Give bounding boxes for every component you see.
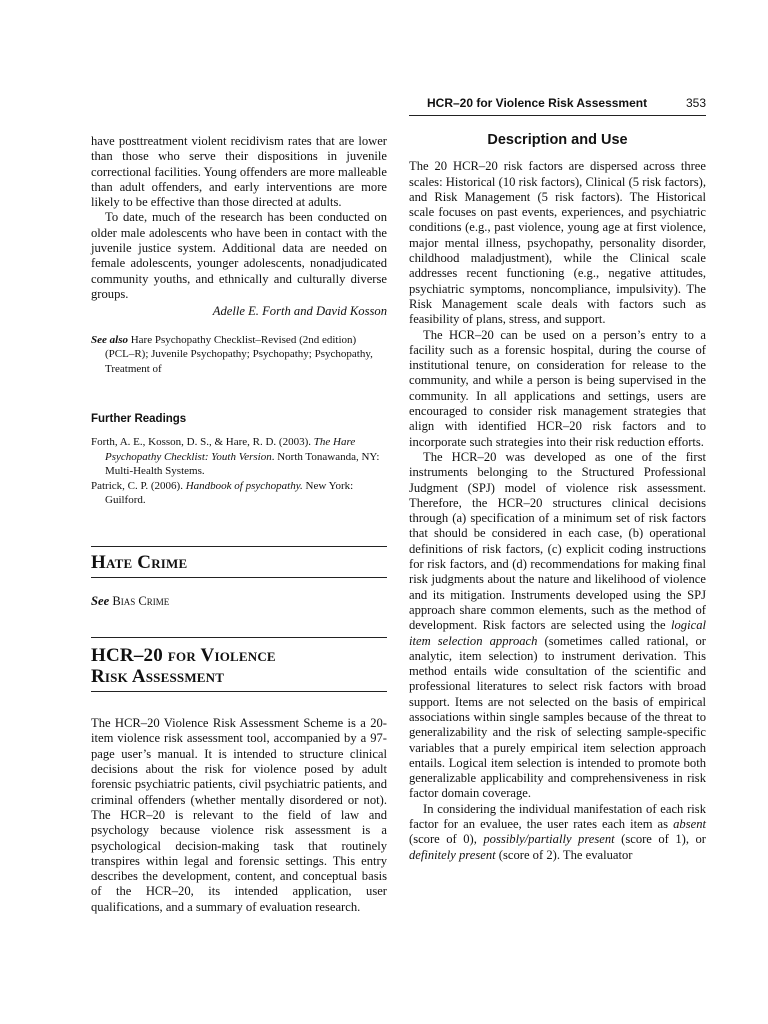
page-number: 353	[685, 96, 706, 110]
body-paragraph: The HCR–20 Violence Risk Assessment Scheme is a 20-item violence risk assessment tool, accompanied by a 97-page user’s manual. It is intended to structure clinical decisions about the risk for violence posed by adult forensic psychiatric patients, civil psychiatric patients, and criminal offenders (whether mentally disordered or not). The HCR–20 is relevant to the field of law and psychology because violence risk assessment is a psychological decision-making task that routinely transpires within legal and forensic settings. This entry describes the development, content, and conceptual basis of the HCR–20, its intended application, user qualifications, and a summary of evaluation research.	[91, 716, 387, 914]
body-paragraph	[409, 802, 706, 863]
reference-authors: Patrick, C. P. (2006).	[91, 479, 186, 492]
further-readings-heading: Further Readings	[91, 413, 187, 426]
right-column	[409, 133, 706, 863]
text-run: (sometimes called rational, or analytic, item selection) to instrument derivation. This method entails wide consultation of the scientific and professional literatures to select risk factors with broad support. Items are not selected on the basis of empirical associations within single samples because of the threat to generalizability and the risk of selecting sample-specific variables that a purely empirical item selection approach entails. Logical item selection is intended to promote both generalizable applicability and comprehensiveness in risk factor domain coverage.	[409, 633, 706, 801]
body-paragraph: The 20 HCR–20 risk factors are dispersed across three scales: Historical (10 risk factors), Clinical (5 risk factors), and Risk Management (5 risk factors). The Historical scale focuses on past events, experiences, and psychiatric conditions (e.g., past violence, young age at first violence, major mental illness, psychopathy, personality disorder, childhood maladjustment), while the Clinical scale addresses recent functioning (e.g., negative attitudes, psychiatric symptoms, noncompliance, impulsivity). The Risk Management scale deals with factors such as feasibility of plans, stress, and support.	[409, 159, 706, 327]
italic-term: definitely present	[409, 847, 496, 862]
text-run: The HCR–20 was developed as one of the first instruments belonging to the Structured Professional Judgment (SPJ) model of violence risk assessment. Therefore, the HCR–20 structures clinical decisions through (a) specification of a minimum set of risk factors that should be considered in each case, (b) operational definitions of risk factors, (c) explicit coding instructions for risk factors, and (d) recommendations for making final risk judgments about the nature and likelihood of violence and its mitigation. Instruments developed using the SPJ approach share common elements, such as the method of development. Risk factors are selected using the	[409, 449, 706, 633]
body-paragraph: To date, much of the research has been conducted on older male adolescents who have been in contact with the juvenile justice system. Additional data are needed on female adolescents, younger adolescents, nonadjudicated community youths, and ethnically and culturally diverse groups.	[91, 210, 387, 301]
text-run: In considering the individual manifestation of each risk factor for an evaluee, the user rates each item as	[409, 801, 706, 832]
see-target: Bias Crime	[112, 593, 170, 608]
reference-publisher: New York: Guilford.	[105, 479, 354, 507]
reference-title: Handbook of psychopathy.	[185, 479, 303, 492]
reference-item	[91, 435, 387, 479]
see-label: See	[91, 593, 110, 608]
body-paragraph	[409, 450, 706, 802]
running-head-title: HCR–20 for Violence Risk Assessment	[427, 96, 648, 110]
left-column	[91, 134, 387, 915]
hate-crime-heading: Hate Crime	[91, 546, 387, 578]
author-signature: Adelle E. Forth and David Kosson	[212, 304, 387, 319]
reference-title: The Hare Psychopathy Checklist: Youth Version	[105, 436, 356, 463]
text-run: (score of 1), or	[614, 832, 706, 847]
italic-term: logical item selection approach	[409, 618, 706, 648]
reference-authors: Forth, A. E., Kosson, D. S., & Hare, R. D. (2003).	[91, 436, 314, 449]
italic-term: possibly/partially present	[483, 832, 615, 847]
see-also	[91, 333, 387, 377]
body-paragraph: have posttreatment violent recidivism rates that are lower than those who serve their dispositions in juvenile correctional facilities. Young offenders are more malleable than adult offenders, and early interventions are more likely to be effective than those directed at adults.	[91, 134, 387, 210]
section-heading: Description and Use	[487, 132, 628, 148]
see-also-label: See also	[91, 333, 128, 346]
see-also-text: Hare Psychopathy Checklist–Revised (2nd edition) (PCL–R); Juvenile Psychopathy; Psychopathy; Psychopathy, Treatment of	[105, 333, 373, 375]
hcr-heading-line: HCR–20 for Violence	[91, 645, 276, 667]
reference-publisher: . North Tonawanda, NY: Multi-Health Systems.	[105, 450, 380, 478]
hate-crime-see-line	[91, 594, 387, 609]
text-run: (score of 2). The evaluator	[495, 847, 633, 862]
body-paragraph: The HCR–20 can be used on a person’s entry to a facility such as a forensic hospital, during the course of institutional tenure, on consideration for release to the community, and while a person is being supervised in the community. In all applications and settings, users are encouraged to consider risk management strategies that align with identified HCR–20 risk factors and to incorporate such strategies into their risk reduction efforts.	[409, 327, 706, 449]
hcr-entry-heading	[91, 637, 387, 692]
reference-item	[91, 479, 387, 508]
text-run: (score of 0),	[409, 832, 484, 847]
hcr-heading-line: Risk Assessment	[91, 666, 225, 688]
running-head	[409, 95, 706, 116]
italic-term: absent	[673, 817, 706, 832]
